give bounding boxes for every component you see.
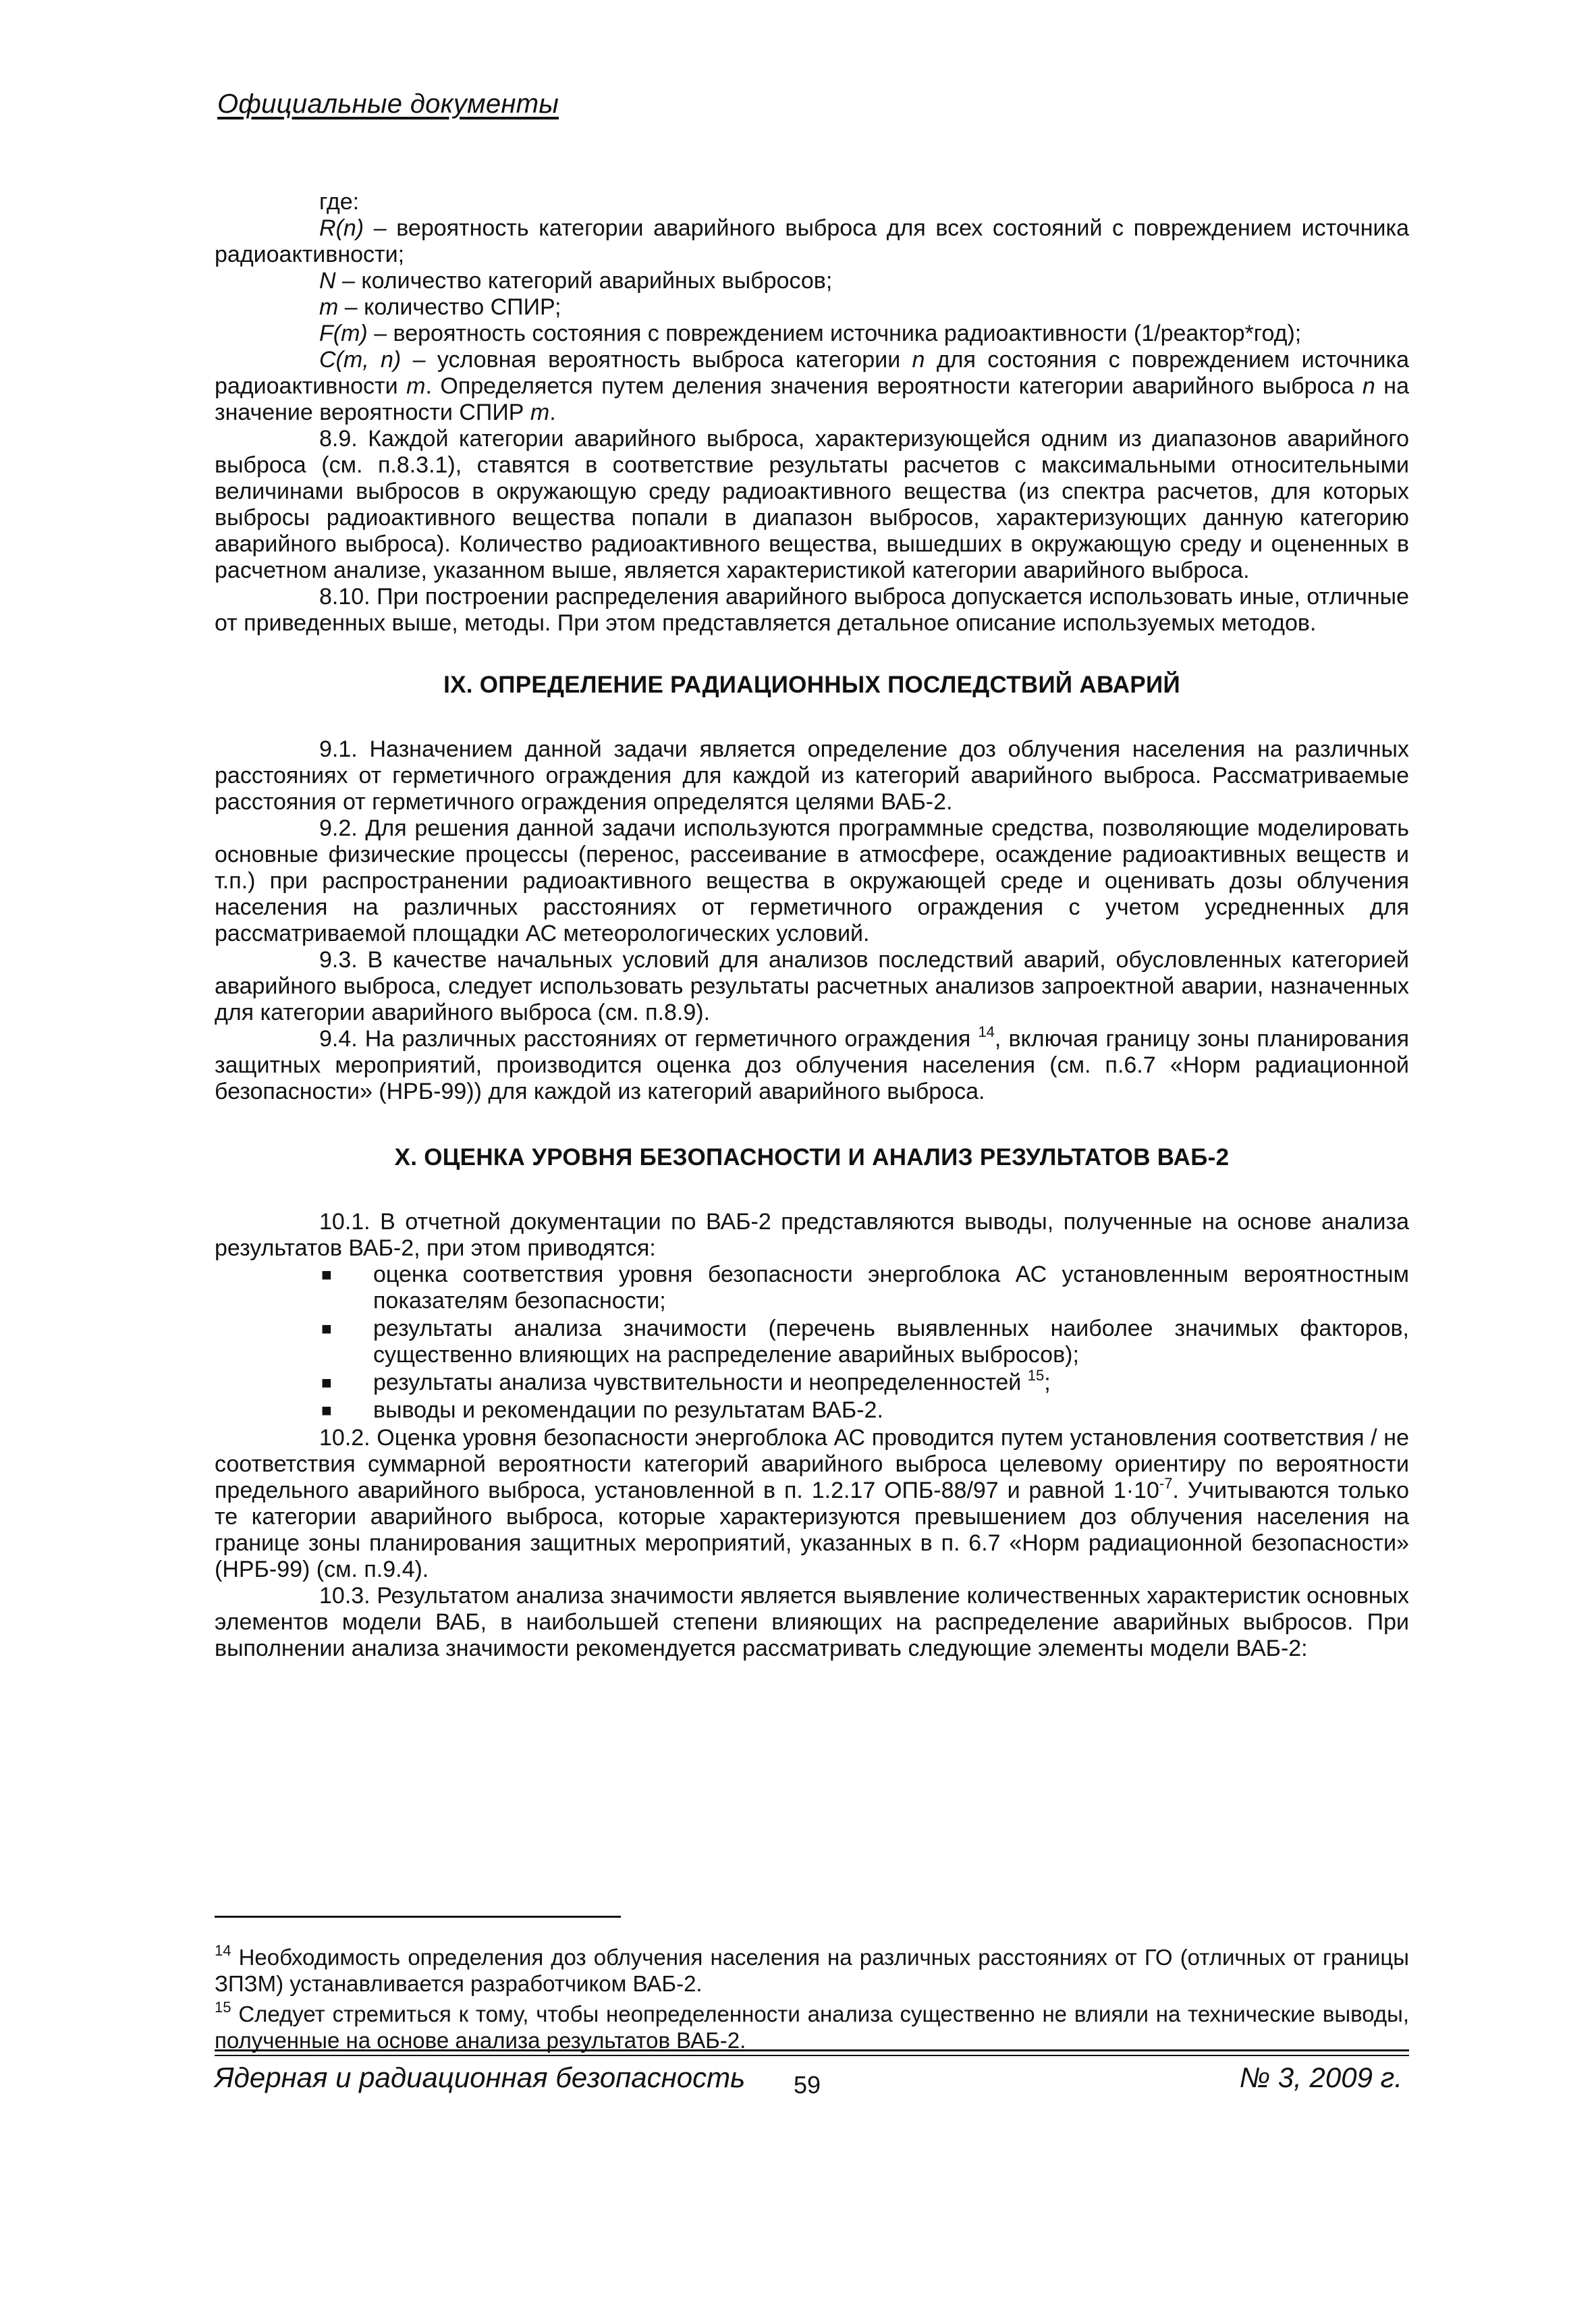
- paragraph-9-1: 9.1. Назначением данной задачи является определение доз облучения населения на различных расстояниях от герметичного ограждения для каждой из категорий аварийного выброса. Рассматриваемые расстояния от герметичного ограждения определятся целями ВАБ-2.: [215, 736, 1409, 815]
- definition-cmn-text-5: .: [549, 400, 556, 425]
- paragraph-8-10: 8.10. При построении распределения аварийного выброса допускается использовать иные, отличные от приведенных выше, методы. При этом представляется детальное описание используемых методов.: [215, 584, 1409, 636]
- paragraph-10-2: [215, 1425, 1409, 1583]
- list-item: [215, 1367, 1409, 1396]
- issue-number: № 3, 2009 г.: [1239, 2062, 1402, 2093]
- where-label: где:: [319, 189, 360, 215]
- symbol-n-inline: n: [912, 347, 925, 373]
- bullet-icon: ■: [321, 1318, 332, 1339]
- symbol-cmn: C(m, n): [319, 347, 402, 373]
- journal-title: Ядерная и радиационная безопасность: [215, 2062, 746, 2093]
- definition-cmn-text-4: на значение вероятности СПИР: [215, 373, 1409, 425]
- symbol-n: N: [319, 268, 336, 294]
- section-title-x: X. ОЦЕНКА УРОВНЯ БЕЗОПАСНОСТИ И АНАЛИЗ РЕЗУЛЬТАТОВ ВАБ-2: [394, 1144, 1230, 1171]
- main-text: [215, 189, 1409, 1662]
- bullet-icon: ■: [321, 1372, 332, 1393]
- definition-cmn-text-3: . Определяется путем деления значения вероятности категории аварийного выброса: [425, 373, 1363, 399]
- running-header: Официальные документы: [217, 89, 559, 119]
- list-item-text: результаты анализа чувствительности и неопределенностей: [373, 1370, 1028, 1395]
- definition-rn-text: – вероятность категории аварийного выброса для всех состояний с повреждением источника радиоактивности;: [215, 215, 1409, 267]
- definition-cmn: [215, 347, 1409, 426]
- footnote-14-text: Необходимость определения доз облучения населения на различных расстояниях от ГО (отличных от границы ЗПЗМ) устанавливается разработчиком ВАБ-2.: [215, 1945, 1409, 1996]
- footnote-14: [215, 1944, 1409, 1997]
- symbol-fm: F(m): [319, 321, 368, 346]
- definition-m: [215, 294, 1409, 321]
- symbol-n-inline-2: n: [1362, 373, 1375, 399]
- paragraph-9-3: 9.3. В качестве начальных условий для анализов последствий аварий, обусловленных категорией аварийного выброса, следует использовать результаты расчетных анализов запроектной аварии, назначенных для категории аварийного выброса (см. п.8.9).: [215, 947, 1409, 1025]
- paragraph-10-2-text-b: . Учитываются только те категории аварийного выброса, которые характеризуются превышением доз облучения населения на границе зоны планирования защитных мероприятий, указанных в п. 6.7 «Норм радиационной безопасности» (НРБ-99) (см. п.9.4).: [215, 1478, 1409, 1582]
- definition-cmn-text-1: – условная вероятность выброса категории: [401, 347, 912, 373]
- definition-m-text: – количество СПИР;: [338, 294, 561, 320]
- list-item: [215, 1262, 1409, 1314]
- symbol-m-inline-2: m: [530, 400, 550, 425]
- definition-rn: [215, 215, 1409, 268]
- footnote-15-text: Следует стремиться к тому, чтобы неопределенности анализа существенно не влияли на технические выводы, полученные на основе анализа результатов ВАБ-2.: [215, 2001, 1409, 2053]
- paragraph-9-4-text-a: 9.4. На различных расстояниях от герметичного ограждения: [319, 1026, 979, 1052]
- list-item-text: результаты анализа значимости (перечень выявленных наиболее значимых факторов, существенно влияющих на распределение аварийных выбросов);: [373, 1316, 1409, 1368]
- footnote-number-15: 15: [215, 1999, 231, 2016]
- paragraph-10-3: 10.3. Результатом анализа значимости является выявление количественных характеристик основных элементов модели ВАБ, в наибольшей степени влияющих на распределение аварийных выбросов. При выполнении анализа значимости рекомендуется рассматривать следующие элементы модели ВАБ-2:: [215, 1583, 1409, 1661]
- footnote-divider: [215, 1916, 621, 1918]
- footer-divider-thin: [215, 2055, 1409, 2056]
- footnote-15: [215, 2001, 1409, 2053]
- symbol-m-inline: m: [406, 373, 426, 399]
- paragraph-9-4-text-b: , включая границу зоны планирования защитных мероприятий, производится оценка доз облучения населения (см. п.6.7 «Норм радиационной безопасности» (НРБ-99)) для каждой из категорий аварийного выброса.: [215, 1026, 1409, 1104]
- paragraph-9-2: 9.2. Для решения данной задачи используются программные средства, позволяющие моделировать основные физические процессы (перенос, рассеивание в атмосфере, осаждение радиоактивных веществ и т.п.) при распространении радиоактивного вещества в окружающей среде и оценивать дозы облучения населения на различных расстояниях от герметичного ограждения с учетом усредненных для рассматриваемой площадки АС метеорологических условий.: [215, 815, 1409, 946]
- footnote-ref-14: 14: [978, 1023, 995, 1040]
- definition-fm: [215, 321, 1409, 347]
- list-item: [215, 1397, 1409, 1424]
- list-item: [215, 1316, 1409, 1368]
- list-item-text: выводы и рекомендации по результатам ВАБ-2.: [373, 1397, 883, 1423]
- bullet-icon: ■: [321, 1400, 332, 1420]
- symbol-rn: R(n): [319, 215, 364, 241]
- footer-divider: [215, 2049, 1409, 2051]
- definition-n: [215, 268, 1409, 294]
- definition-cmn-text-2: для состояния с повреждением источника радиоактивности: [215, 347, 1409, 399]
- bullet-icon: ■: [321, 1264, 332, 1285]
- page-number: 59: [794, 2071, 821, 2099]
- section-title-ix: IX. ОПРЕДЕЛЕНИЕ РАДИАЦИОННЫХ ПОСЛЕДСТВИЙ АВАРИЙ: [443, 672, 1180, 698]
- footnote-number-14: 14: [215, 1942, 231, 1959]
- footnotes: [215, 1944, 1409, 2057]
- footnote-ref-15: 15: [1027, 1367, 1045, 1384]
- definition-fm-text: – вероятность состояния с повреждением источника радиоактивности (1/реактор*год);: [367, 321, 1302, 346]
- symbol-m: m: [319, 294, 339, 320]
- exponent: -7: [1159, 1475, 1173, 1492]
- results-list: [215, 1262, 1409, 1424]
- page-footer: [215, 2062, 1409, 2099]
- paragraph-10-1: 10.1. В отчетной документации по ВАБ-2 представляются выводы, полученные на основе анализа результатов ВАБ-2, при этом приводятся:: [215, 1209, 1409, 1261]
- paragraph-10-2-text-a: 10.2. Оценка уровня безопасности энергоблока АС проводится путем установления соответствия / не соответствия суммарной вероятности категорий аварийного выброса целевому ориентиру по вероятности предельного аварийного выброса, установленной в п. 1.2.17 ОПБ-88/97 и равной 1·10: [215, 1425, 1409, 1503]
- list-item-text: оценка соответствия уровня безопасности энергоблока АС установленным вероятностным показателям безопасности;: [373, 1262, 1409, 1314]
- definition-n-text: – количество категорий аварийных выбросов;: [335, 268, 833, 294]
- paragraph-8-9: 8.9. Каждой категории аварийного выброса, характеризующейся одним из диапазонов аварийного выброса (см. п.8.3.1), ставятся в соответствие результаты расчетов с максимальными относительными величинами выбросов в окружающую среду радиоактивного вещества (из спектра расчетов, для которых выбросы радиоактивного вещества попали в диапазон выбросов, характеризующих данную категорию аварийного выброса). Количество радиоактивного вещества, вышедших в окружающую среду и оцененных в расчетном анализе, указанном выше, является характеристикой категории аварийного выброса.: [215, 426, 1409, 583]
- list-item-text-end: ;: [1044, 1370, 1051, 1395]
- paragraph-9-4: [215, 1023, 1409, 1105]
